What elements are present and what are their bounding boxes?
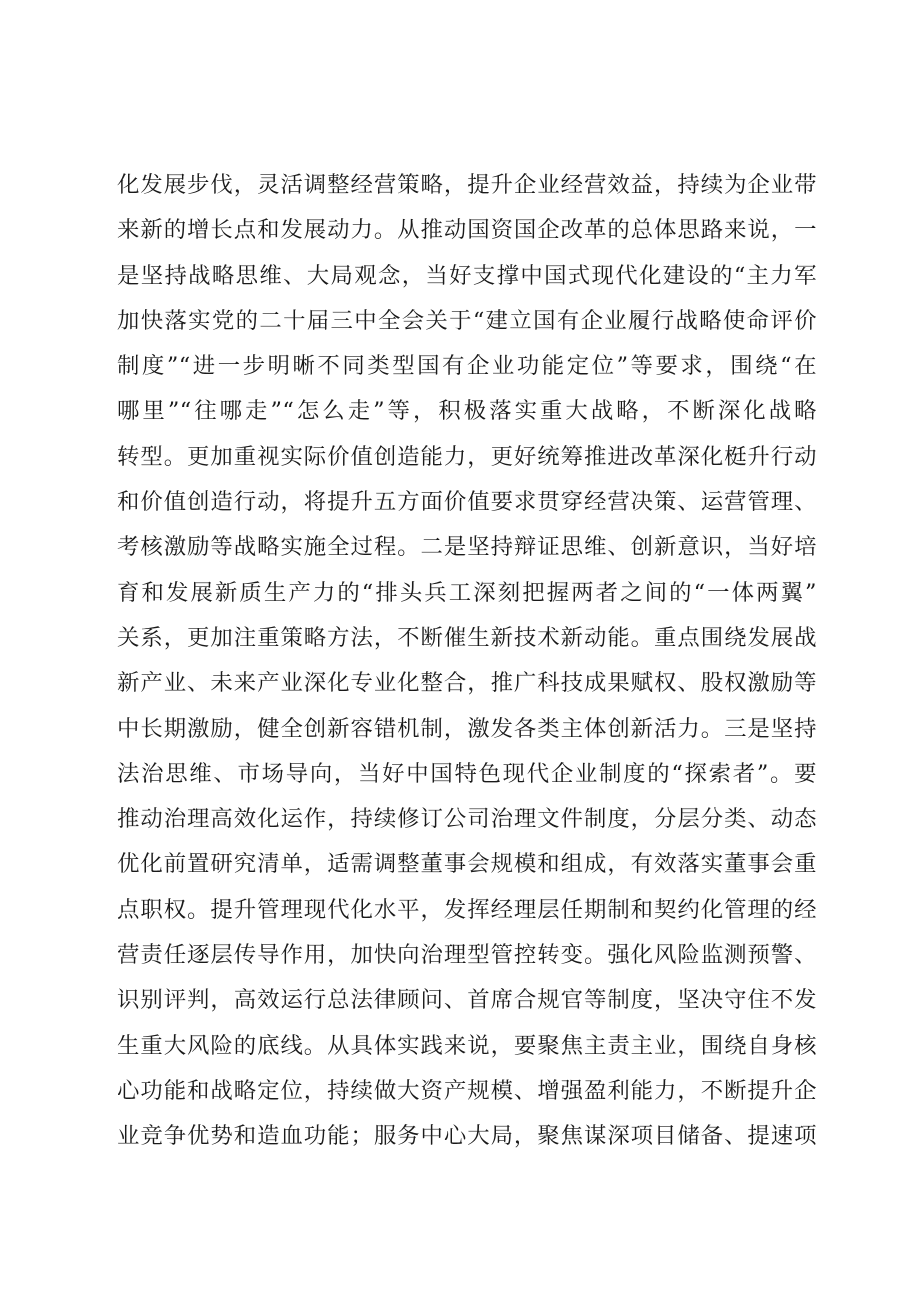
text-line-6: 哪里”“往哪走”“怎么走”等，积极落实重大战略，不断深化战略 — [117, 398, 817, 425]
text-line-5: 制度”“进一步明晰不同类型国有企业功能定位”等要求，围绕“在 — [117, 353, 817, 380]
text-line-20: 生重大风险的底线。从具体实践来说，要聚焦主责主业，围绕自身核 — [117, 1032, 817, 1059]
text-line-15: 推动治理高效化运作，持续修订公司治理文件制度，分层分类、动态 — [117, 806, 817, 833]
body-paragraph — [117, 163, 817, 1160]
text-line-17: 点职权。提升管理现代化水平，发挥经理层任期制和契约化管理的经 — [117, 896, 817, 923]
text-line-1: 化发展步伐，灵活调整经营策略，提升企业经营效益，持续为企业带 — [117, 172, 817, 198]
text-line-8: 和价值创造行动，将提升五方面价值要求贯穿经营决策、运营管理、 — [117, 489, 817, 516]
text-line-12: 新产业、未来产业深化专业化整合，推广科技成果赋权、股权激励等 — [117, 670, 817, 697]
text-line-4: 加快落实党的二十届三中全会关于“建立国有企业履行战略使命评价 — [117, 307, 817, 334]
text-line-11: 关系，更加注重策略方法，不断催生新技术新动能。重点围绕发展战 — [117, 624, 817, 651]
text-line-3: 是坚持战略思维、大局观念，当好支撑中国式现代化建设的“主力军 — [117, 262, 817, 289]
text-line-10: 育和发展新质生产力的“排头兵工深刻把握两者之间的“一体两翼” — [117, 579, 817, 606]
text-line-13: 中长期激励，健全创新容错机制，激发各类主体创新活力。三是坚持 — [117, 715, 817, 742]
text-line-22: 业竞争优势和造血功能；服务中心大局，聚焦谋深项目储备、提速项 — [117, 1123, 817, 1150]
text-line-18: 营责任逐层传导作用，加快向治理型管控转变。强化风险监测预警、 — [117, 942, 817, 969]
text-line-9: 考核激励等战略实施全过程。二是坚持辩证思维、创新意识，当好培 — [117, 534, 817, 561]
text-line-2: 来新的增长点和发展动力。从推动国资国企改革的总体思路来说，一 — [117, 217, 817, 244]
text-line-16: 优化前置研究清单，适需调整董事会规模和组成，有效落实董事会重 — [117, 851, 817, 878]
text-line-19: 识别评判，高效运行总法律顾问、首席合规官等制度，坚决守住不发 — [117, 987, 817, 1014]
text-line-14: 法治思维、市场导向，当好中国特色现代企业制度的“探索者”。要 — [117, 760, 817, 787]
text-line-7: 转型。更加重视实际价值创造能力，更好统筹推进改革深化梃升行动 — [117, 443, 817, 470]
text-line-21: 心功能和战略定位，持续做大资产规模、增强盈利能力，不断提升企 — [117, 1077, 817, 1104]
